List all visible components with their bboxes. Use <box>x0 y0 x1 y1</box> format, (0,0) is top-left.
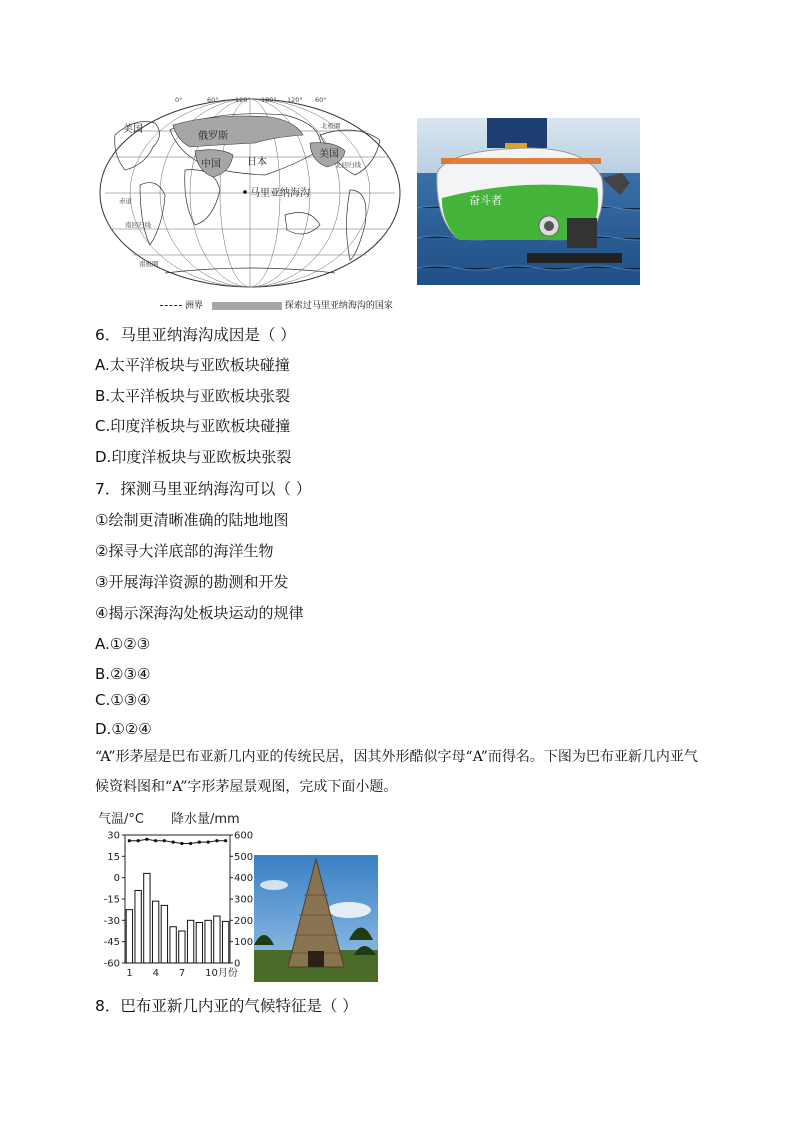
q7-item-1: ①绘制更清晰准确的陆地地图 <box>95 511 289 529</box>
temp-tick-label: -15 <box>103 894 120 906</box>
lon-label: 60° <box>207 96 219 104</box>
month-tick-label: 7 <box>178 968 186 979</box>
label-tropic-n: 北回归线 <box>335 161 361 169</box>
month-tick-label: 4 <box>152 968 159 979</box>
precip-bar <box>222 921 228 963</box>
q6-option-d[interactable]: D.印度洋板块与亚欧板块张裂 <box>95 448 292 466</box>
lon-label: 120° <box>235 96 251 104</box>
label-china: 中国 <box>201 159 221 170</box>
temp-tick-label: 30 <box>107 830 120 842</box>
label-usa-right: 美国 <box>319 149 339 160</box>
submersible-photo <box>417 118 640 285</box>
precip-tick-label: 300 <box>234 894 254 906</box>
trench-marker-icon <box>243 190 247 194</box>
temp-point <box>207 841 210 844</box>
temp-point <box>128 839 131 842</box>
label-arctic: 北极圈 <box>321 122 341 130</box>
precip-bar <box>135 890 141 963</box>
temp-point <box>215 839 218 842</box>
submersible-name: 奋斗者 <box>469 194 502 207</box>
label-equator: 赤道 <box>119 197 132 205</box>
label-russia: 俄罗斯 <box>198 131 228 142</box>
q6-option-c[interactable]: C.印度洋板块与亚欧板块碰撞 <box>95 417 291 435</box>
temp-line <box>129 839 225 843</box>
precip-bar <box>126 910 132 963</box>
q7-item-3: ③开展海洋资源的勘测和开发 <box>95 573 289 591</box>
precip-tick-label: 400 <box>234 873 254 885</box>
temp-point <box>145 838 148 841</box>
temp-point <box>154 839 157 842</box>
precip-bar <box>170 927 176 963</box>
q7-option-b[interactable]: B.②③④ <box>95 665 151 683</box>
q8-stem: 8．巴布亚新几内亚的气候特征是（ ） <box>95 997 358 1015</box>
q7-item-4: ④揭示深海沟处板块运动的规律 <box>95 604 304 622</box>
boundary-line-icon <box>160 305 182 306</box>
q6-option-a[interactable]: A.太平洋板块与亚欧板块碰撞 <box>95 356 290 374</box>
lon-label: 60° <box>315 96 327 104</box>
precip-tick-label: 200 <box>234 915 254 927</box>
temp-point <box>172 841 175 844</box>
temp-tick-label: 0 <box>113 873 120 885</box>
chart-left-axis-label: 气温/°C <box>98 812 144 827</box>
label-antarctic: 南极圈 <box>139 260 159 268</box>
climate-chart <box>95 808 255 983</box>
precip-bar <box>214 916 220 963</box>
label-japan: 日本 <box>247 157 267 168</box>
label-trench: 马里亚纳海沟 <box>250 188 310 199</box>
temp-tick-label: 15 <box>107 851 120 863</box>
q7-option-c[interactable]: C.①③④ <box>95 691 151 709</box>
lon-label: 0° <box>175 96 183 104</box>
precip-tick-label: 600 <box>234 830 254 842</box>
q7-option-d[interactable]: D.①②④ <box>95 720 152 738</box>
label-tropic-s: 南回归线 <box>125 221 151 229</box>
world-map <box>95 95 405 295</box>
temp-point <box>137 839 140 842</box>
precip-bar <box>152 901 158 963</box>
month-tick-label: 10月份 <box>205 968 238 979</box>
intro-paragraph: “A”形茅屋是巴布亚新几内亚的传统民居，因其外形酷似字母“A”而得名。下图为巴布亚新几内亚气候资料图和“A”字形茅屋景观图，完成下面小题。 <box>95 749 698 795</box>
temp-point <box>180 842 183 845</box>
lon-label: 120° <box>287 96 303 104</box>
precip-bar <box>187 920 193 963</box>
legend-swatch <box>212 302 282 310</box>
temp-point <box>189 842 192 845</box>
q7-option-a[interactable]: A.①②③ <box>95 635 151 653</box>
q6-option-b[interactable]: B.太平洋板块与亚欧板块张裂 <box>95 387 291 405</box>
temp-point <box>198 841 201 844</box>
precip-bar <box>144 873 150 963</box>
precip-bar <box>196 922 202 963</box>
a-frame-hut-photo <box>254 855 378 982</box>
precip-tick-label: 100 <box>234 937 254 949</box>
q7-stem: 7．探测马里亚纳海沟可以（ ） <box>95 480 312 498</box>
precip-tick-label: 500 <box>234 851 254 863</box>
month-tick-label: 1 <box>126 968 133 979</box>
map-legend <box>160 298 393 311</box>
temp-tick-label: -60 <box>103 958 120 970</box>
temp-tick-label: -45 <box>103 937 120 949</box>
precip-bar <box>205 920 211 963</box>
q7-item-2: ②探寻大洋底部的海洋生物 <box>95 542 274 560</box>
legend-boundary: 洲界 <box>185 301 204 311</box>
precip-bar <box>179 931 185 963</box>
temp-tick-label: -30 <box>103 915 120 927</box>
precip-bar <box>161 905 167 963</box>
temp-point <box>163 839 166 842</box>
legend-countries: 探索过马里亚纳海沟的国家 <box>284 301 393 311</box>
chart-right-axis-label: 降水量/mm <box>171 812 240 827</box>
label-usa-left: 美国 <box>123 124 143 135</box>
q6-stem: 6．马里亚纳海沟成因是（ ） <box>95 326 296 344</box>
precip-tick-label: 0 <box>234 958 241 970</box>
lon-label: 180° <box>261 96 277 104</box>
temp-point <box>224 839 227 842</box>
